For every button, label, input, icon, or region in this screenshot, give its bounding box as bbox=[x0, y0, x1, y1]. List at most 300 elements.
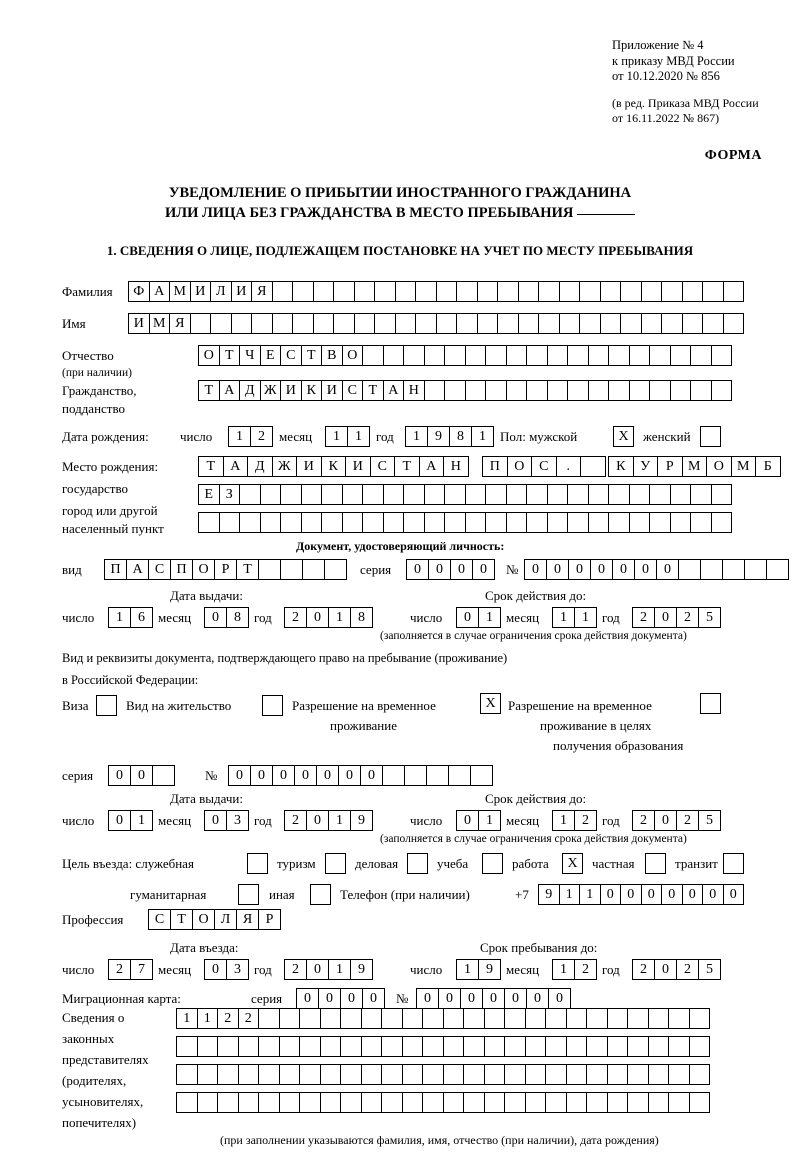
cell[interactable]: 2 bbox=[632, 959, 655, 980]
cell[interactable]: Л bbox=[214, 909, 237, 930]
cell[interactable]: 7 bbox=[130, 959, 153, 980]
cell[interactable] bbox=[627, 1036, 649, 1057]
cell[interactable]: А bbox=[419, 456, 445, 477]
field-permit-series[interactable] bbox=[108, 765, 174, 786]
cell[interactable] bbox=[402, 1036, 424, 1057]
cell[interactable]: М bbox=[169, 281, 191, 302]
cell[interactable] bbox=[586, 1092, 608, 1113]
cell[interactable] bbox=[463, 1008, 485, 1029]
cell[interactable]: 1 bbox=[347, 426, 370, 447]
cell[interactable] bbox=[381, 1036, 403, 1057]
cell[interactable]: 2 bbox=[284, 959, 307, 980]
cell[interactable]: 1 bbox=[328, 607, 351, 628]
cell[interactable]: 0 bbox=[654, 607, 677, 628]
cell[interactable]: 5 bbox=[698, 607, 721, 628]
cell[interactable] bbox=[272, 281, 294, 302]
cell[interactable]: 0 bbox=[306, 959, 329, 980]
cell[interactable]: 0 bbox=[228, 765, 251, 786]
cell[interactable] bbox=[443, 1036, 465, 1057]
cell[interactable] bbox=[217, 1036, 239, 1057]
cell[interactable]: И bbox=[280, 380, 302, 401]
cell[interactable]: 0 bbox=[702, 884, 724, 905]
cell[interactable] bbox=[302, 559, 325, 580]
checkbox-purpose-humanitarian[interactable] bbox=[238, 884, 259, 905]
cell[interactable] bbox=[422, 1036, 444, 1057]
checkbox-purpose-private[interactable] bbox=[645, 853, 666, 874]
cell[interactable] bbox=[374, 281, 396, 302]
cell[interactable] bbox=[477, 313, 499, 334]
cell[interactable]: 0 bbox=[272, 765, 295, 786]
cell[interactable] bbox=[342, 484, 364, 505]
cell[interactable]: 0 bbox=[108, 810, 131, 831]
cell[interactable] bbox=[463, 1092, 485, 1113]
cell[interactable] bbox=[404, 765, 427, 786]
cell[interactable]: Т bbox=[394, 456, 420, 477]
cell[interactable] bbox=[361, 1036, 383, 1057]
cell[interactable] bbox=[690, 345, 712, 366]
cell[interactable] bbox=[301, 512, 323, 533]
cell[interactable]: 3 bbox=[226, 810, 249, 831]
cell[interactable] bbox=[547, 380, 569, 401]
cell[interactable] bbox=[689, 1036, 711, 1057]
cell[interactable]: 1 bbox=[456, 959, 479, 980]
field-birth-city-line3[interactable] bbox=[198, 512, 731, 533]
cell[interactable] bbox=[320, 1092, 342, 1113]
cell[interactable]: О bbox=[198, 345, 220, 366]
cell[interactable]: М bbox=[731, 456, 757, 477]
cell[interactable]: С bbox=[370, 456, 396, 477]
field-doc-number[interactable] bbox=[524, 559, 788, 580]
cell[interactable] bbox=[525, 1008, 547, 1029]
cell[interactable] bbox=[361, 1008, 383, 1029]
cell[interactable] bbox=[444, 345, 466, 366]
cell[interactable] bbox=[258, 1008, 280, 1029]
cell[interactable] bbox=[641, 313, 663, 334]
field-birth-city-line2[interactable] bbox=[198, 484, 731, 505]
field-doc-issue-year[interactable] bbox=[284, 607, 372, 628]
cell[interactable]: И bbox=[321, 380, 343, 401]
cell[interactable] bbox=[258, 1092, 280, 1113]
cell[interactable]: 0 bbox=[682, 884, 704, 905]
cell[interactable] bbox=[484, 1008, 506, 1029]
cell[interactable] bbox=[566, 1008, 588, 1029]
field-doc-series[interactable] bbox=[406, 559, 494, 580]
cell[interactable] bbox=[280, 512, 302, 533]
cell[interactable] bbox=[497, 281, 519, 302]
field-permit-issue-year[interactable] bbox=[284, 810, 372, 831]
cell[interactable] bbox=[620, 313, 642, 334]
cell[interactable] bbox=[190, 313, 212, 334]
cell[interactable] bbox=[279, 1008, 301, 1029]
cell[interactable]: 0 bbox=[568, 559, 591, 580]
cell[interactable] bbox=[415, 281, 437, 302]
cell[interactable]: Т bbox=[236, 559, 259, 580]
cell[interactable]: 0 bbox=[406, 559, 429, 580]
cell[interactable]: И bbox=[128, 313, 150, 334]
cell[interactable] bbox=[422, 1092, 444, 1113]
checkbox-temp-residence[interactable]: X bbox=[480, 693, 501, 714]
cell[interactable] bbox=[608, 512, 630, 533]
cell[interactable]: 0 bbox=[472, 559, 495, 580]
cell[interactable]: 1 bbox=[552, 959, 575, 980]
cell[interactable] bbox=[670, 484, 692, 505]
cell[interactable]: Л bbox=[210, 281, 232, 302]
cell[interactable] bbox=[324, 559, 347, 580]
cell[interactable]: 0 bbox=[524, 559, 547, 580]
cell[interactable]: М bbox=[149, 313, 171, 334]
field-permit-valid-month[interactable] bbox=[552, 810, 596, 831]
cell[interactable] bbox=[340, 1008, 362, 1029]
cell[interactable] bbox=[648, 1092, 670, 1113]
cell[interactable]: 1 bbox=[559, 884, 581, 905]
cell[interactable]: 2 bbox=[574, 810, 597, 831]
field-name[interactable] bbox=[128, 313, 743, 334]
cell[interactable] bbox=[361, 1064, 383, 1085]
cell[interactable] bbox=[547, 512, 569, 533]
cell[interactable] bbox=[176, 1036, 198, 1057]
cell[interactable]: 2 bbox=[108, 959, 131, 980]
cell[interactable]: 1 bbox=[579, 884, 601, 905]
cell[interactable] bbox=[217, 1092, 239, 1113]
cell[interactable] bbox=[629, 484, 651, 505]
cell[interactable] bbox=[538, 313, 560, 334]
cell[interactable] bbox=[668, 1036, 690, 1057]
cell[interactable] bbox=[518, 313, 540, 334]
cell[interactable] bbox=[566, 1064, 588, 1085]
cell[interactable]: 0 bbox=[416, 988, 439, 1009]
cell[interactable]: 9 bbox=[478, 959, 501, 980]
cell[interactable]: 0 bbox=[641, 884, 663, 905]
checkbox-purpose-service[interactable] bbox=[247, 853, 268, 874]
cell[interactable]: 0 bbox=[661, 884, 683, 905]
cell[interactable]: 0 bbox=[306, 810, 329, 831]
cell[interactable]: 0 bbox=[428, 559, 451, 580]
cell[interactable] bbox=[238, 1036, 260, 1057]
cell[interactable]: 1 bbox=[552, 607, 575, 628]
cell[interactable]: Я bbox=[169, 313, 191, 334]
cell[interactable] bbox=[690, 512, 712, 533]
cell[interactable]: 1 bbox=[552, 810, 575, 831]
field-doc-issue-month[interactable] bbox=[204, 607, 248, 628]
cell[interactable] bbox=[711, 512, 733, 533]
cell[interactable] bbox=[629, 512, 651, 533]
cell[interactable]: 2 bbox=[676, 959, 699, 980]
cell[interactable] bbox=[382, 765, 405, 786]
cell[interactable]: 9 bbox=[350, 959, 373, 980]
cell[interactable] bbox=[506, 484, 528, 505]
cell[interactable]: 0 bbox=[108, 765, 131, 786]
cell[interactable] bbox=[649, 484, 671, 505]
cell[interactable] bbox=[477, 281, 499, 302]
field-birth-city-part1[interactable] bbox=[482, 456, 605, 477]
cell[interactable] bbox=[219, 512, 241, 533]
cell[interactable]: 0 bbox=[526, 988, 549, 1009]
cell[interactable] bbox=[526, 512, 548, 533]
cell[interactable] bbox=[629, 380, 651, 401]
cell[interactable] bbox=[422, 1064, 444, 1085]
field-birth-year[interactable] bbox=[405, 426, 493, 447]
cell[interactable] bbox=[547, 345, 569, 366]
cell[interactable] bbox=[506, 345, 528, 366]
cell[interactable]: 0 bbox=[482, 988, 505, 1009]
field-doc-valid-year[interactable] bbox=[632, 607, 720, 628]
cell[interactable]: 0 bbox=[360, 765, 383, 786]
field-citizenship[interactable] bbox=[198, 380, 731, 401]
cell[interactable] bbox=[607, 1092, 629, 1113]
cell[interactable] bbox=[545, 1092, 567, 1113]
cell[interactable] bbox=[239, 484, 261, 505]
cell[interactable] bbox=[723, 281, 745, 302]
cell[interactable]: К bbox=[608, 456, 634, 477]
cell[interactable]: 0 bbox=[204, 810, 227, 831]
cell[interactable]: 1 bbox=[228, 426, 251, 447]
cell[interactable]: О bbox=[507, 456, 533, 477]
cell[interactable] bbox=[320, 1036, 342, 1057]
cell[interactable] bbox=[313, 313, 335, 334]
cell[interactable]: А bbox=[223, 456, 249, 477]
cell[interactable] bbox=[465, 484, 487, 505]
cell[interactable] bbox=[600, 281, 622, 302]
cell[interactable]: У bbox=[633, 456, 659, 477]
cell[interactable]: Т bbox=[170, 909, 193, 930]
cell[interactable]: 2 bbox=[217, 1008, 239, 1029]
cell[interactable] bbox=[456, 281, 478, 302]
field-birth-month[interactable] bbox=[325, 426, 369, 447]
cell[interactable]: 5 bbox=[698, 959, 721, 980]
cell[interactable] bbox=[463, 1064, 485, 1085]
cell[interactable] bbox=[395, 313, 417, 334]
cell[interactable]: Ф bbox=[128, 281, 150, 302]
cell[interactable]: И bbox=[231, 281, 253, 302]
cell[interactable] bbox=[649, 380, 671, 401]
cell[interactable] bbox=[313, 281, 335, 302]
cell[interactable] bbox=[682, 313, 704, 334]
cell[interactable] bbox=[700, 559, 723, 580]
cell[interactable] bbox=[629, 345, 651, 366]
cell[interactable]: 0 bbox=[130, 765, 153, 786]
cell[interactable] bbox=[485, 380, 507, 401]
cell[interactable] bbox=[690, 380, 712, 401]
field-legal-rep-line4[interactable] bbox=[176, 1092, 709, 1113]
cell[interactable] bbox=[362, 512, 384, 533]
cell[interactable]: О bbox=[192, 559, 215, 580]
cell[interactable] bbox=[678, 559, 701, 580]
cell[interactable]: Т bbox=[198, 456, 224, 477]
field-permit-valid-day[interactable] bbox=[456, 810, 500, 831]
cell[interactable] bbox=[586, 1008, 608, 1029]
cell[interactable] bbox=[333, 281, 355, 302]
cell[interactable] bbox=[402, 1092, 424, 1113]
field-legal-rep-line3[interactable] bbox=[176, 1064, 709, 1085]
cell[interactable]: 0 bbox=[362, 988, 385, 1009]
cell[interactable] bbox=[567, 380, 589, 401]
cell[interactable]: . bbox=[556, 456, 582, 477]
cell[interactable]: 8 bbox=[350, 607, 373, 628]
cell[interactable]: 1 bbox=[478, 810, 501, 831]
cell[interactable]: С bbox=[148, 559, 171, 580]
cell[interactable] bbox=[465, 512, 487, 533]
cell[interactable] bbox=[361, 1092, 383, 1113]
cell[interactable]: 2 bbox=[632, 810, 655, 831]
checkbox-sex-male[interactable]: X bbox=[613, 426, 634, 447]
cell[interactable]: И bbox=[345, 456, 371, 477]
cell[interactable] bbox=[566, 1036, 588, 1057]
cell[interactable]: 8 bbox=[226, 607, 249, 628]
cell[interactable]: 1 bbox=[574, 607, 597, 628]
cell[interactable]: 0 bbox=[612, 559, 635, 580]
cell[interactable]: П bbox=[170, 559, 193, 580]
cell[interactable] bbox=[448, 765, 471, 786]
cell[interactable]: 0 bbox=[600, 884, 622, 905]
cell[interactable] bbox=[354, 281, 376, 302]
cell[interactable] bbox=[504, 1036, 526, 1057]
cell[interactable]: 0 bbox=[340, 988, 363, 1009]
cell[interactable] bbox=[362, 345, 384, 366]
cell[interactable] bbox=[279, 1092, 301, 1113]
cell[interactable] bbox=[579, 313, 601, 334]
cell[interactable] bbox=[559, 313, 581, 334]
cell[interactable]: А bbox=[149, 281, 171, 302]
cell[interactable] bbox=[381, 1008, 403, 1029]
cell[interactable] bbox=[485, 345, 507, 366]
cell[interactable]: 1 bbox=[176, 1008, 198, 1029]
cell[interactable] bbox=[689, 1064, 711, 1085]
cell[interactable] bbox=[280, 559, 303, 580]
cell[interactable] bbox=[292, 313, 314, 334]
cell[interactable]: К bbox=[321, 456, 347, 477]
cell[interactable] bbox=[383, 484, 405, 505]
cell[interactable]: 0 bbox=[250, 765, 273, 786]
cell[interactable] bbox=[670, 512, 692, 533]
cell[interactable]: В bbox=[321, 345, 343, 366]
cell[interactable] bbox=[301, 484, 323, 505]
cell[interactable] bbox=[702, 313, 724, 334]
cell[interactable] bbox=[497, 313, 519, 334]
cell[interactable] bbox=[668, 1092, 690, 1113]
cell[interactable]: С bbox=[280, 345, 302, 366]
cell[interactable] bbox=[620, 281, 642, 302]
cell[interactable] bbox=[649, 345, 671, 366]
cell[interactable] bbox=[456, 313, 478, 334]
cell[interactable] bbox=[525, 1036, 547, 1057]
cell[interactable] bbox=[342, 512, 364, 533]
cell[interactable] bbox=[711, 484, 733, 505]
cell[interactable] bbox=[526, 345, 548, 366]
cell[interactable] bbox=[722, 559, 745, 580]
cell[interactable]: 0 bbox=[504, 988, 527, 1009]
cell[interactable] bbox=[321, 512, 343, 533]
cell[interactable]: 0 bbox=[450, 559, 473, 580]
cell[interactable]: 0 bbox=[546, 559, 569, 580]
cell[interactable] bbox=[402, 1064, 424, 1085]
cell[interactable] bbox=[403, 512, 425, 533]
cell[interactable] bbox=[470, 765, 493, 786]
cell[interactable] bbox=[422, 1008, 444, 1029]
cell[interactable] bbox=[279, 1036, 301, 1057]
cell[interactable] bbox=[436, 281, 458, 302]
cell[interactable] bbox=[567, 345, 589, 366]
cell[interactable]: 0 bbox=[316, 765, 339, 786]
cell[interactable] bbox=[443, 1092, 465, 1113]
field-entry-year[interactable] bbox=[284, 959, 372, 980]
cell[interactable] bbox=[299, 1092, 321, 1113]
cell[interactable] bbox=[506, 380, 528, 401]
cell[interactable] bbox=[711, 345, 733, 366]
cell[interactable] bbox=[258, 1036, 280, 1057]
cell[interactable]: О bbox=[192, 909, 215, 930]
cell[interactable] bbox=[649, 512, 671, 533]
cell[interactable] bbox=[484, 1036, 506, 1057]
cell[interactable]: 0 bbox=[634, 559, 657, 580]
cell[interactable] bbox=[627, 1092, 649, 1113]
cell[interactable]: 3 bbox=[226, 959, 249, 980]
cell[interactable]: 0 bbox=[296, 988, 319, 1009]
cell[interactable] bbox=[689, 1008, 711, 1029]
cell[interactable] bbox=[424, 380, 446, 401]
cell[interactable]: Я bbox=[236, 909, 259, 930]
cell[interactable] bbox=[588, 484, 610, 505]
field-surname[interactable] bbox=[128, 281, 743, 302]
cell[interactable] bbox=[258, 1064, 280, 1085]
cell[interactable] bbox=[526, 380, 548, 401]
cell[interactable] bbox=[340, 1036, 362, 1057]
cell[interactable]: И bbox=[296, 456, 322, 477]
cell[interactable] bbox=[340, 1092, 362, 1113]
cell[interactable] bbox=[444, 512, 466, 533]
cell[interactable]: С bbox=[342, 380, 364, 401]
cell[interactable]: Ч bbox=[239, 345, 261, 366]
cell[interactable]: 0 bbox=[656, 559, 679, 580]
cell[interactable] bbox=[607, 1008, 629, 1029]
cell[interactable] bbox=[280, 484, 302, 505]
cell[interactable] bbox=[402, 1008, 424, 1029]
cell[interactable]: 1 bbox=[478, 607, 501, 628]
cell[interactable]: З bbox=[219, 484, 241, 505]
cell[interactable] bbox=[641, 281, 663, 302]
cell[interactable] bbox=[176, 1064, 198, 1085]
cell[interactable] bbox=[272, 313, 294, 334]
checkbox-sex-female[interactable] bbox=[700, 426, 721, 447]
cell[interactable]: Ж bbox=[272, 456, 298, 477]
cell[interactable] bbox=[588, 512, 610, 533]
cell[interactable]: О bbox=[706, 456, 732, 477]
cell[interactable] bbox=[580, 456, 606, 477]
cell[interactable] bbox=[545, 1036, 567, 1057]
cell[interactable]: С bbox=[531, 456, 557, 477]
cell[interactable]: 0 bbox=[654, 959, 677, 980]
cell[interactable]: 1 bbox=[471, 426, 494, 447]
cell[interactable] bbox=[197, 1092, 219, 1113]
cell[interactable]: 5 bbox=[698, 810, 721, 831]
cell[interactable]: Я bbox=[251, 281, 273, 302]
cell[interactable]: 1 bbox=[108, 607, 131, 628]
field-permit-valid-year[interactable] bbox=[632, 810, 720, 831]
cell[interactable] bbox=[668, 1064, 690, 1085]
cell[interactable] bbox=[538, 281, 560, 302]
cell[interactable] bbox=[545, 1064, 567, 1085]
cell[interactable]: Т bbox=[362, 380, 384, 401]
cell[interactable] bbox=[383, 512, 405, 533]
cell[interactable]: П bbox=[482, 456, 508, 477]
cell[interactable] bbox=[608, 484, 630, 505]
cell[interactable]: 0 bbox=[204, 959, 227, 980]
cell[interactable] bbox=[525, 1064, 547, 1085]
cell[interactable]: Е bbox=[260, 345, 282, 366]
cell[interactable] bbox=[484, 1064, 506, 1085]
checkbox-purpose-tourism[interactable] bbox=[325, 853, 346, 874]
cell[interactable] bbox=[198, 512, 220, 533]
cell[interactable] bbox=[682, 281, 704, 302]
